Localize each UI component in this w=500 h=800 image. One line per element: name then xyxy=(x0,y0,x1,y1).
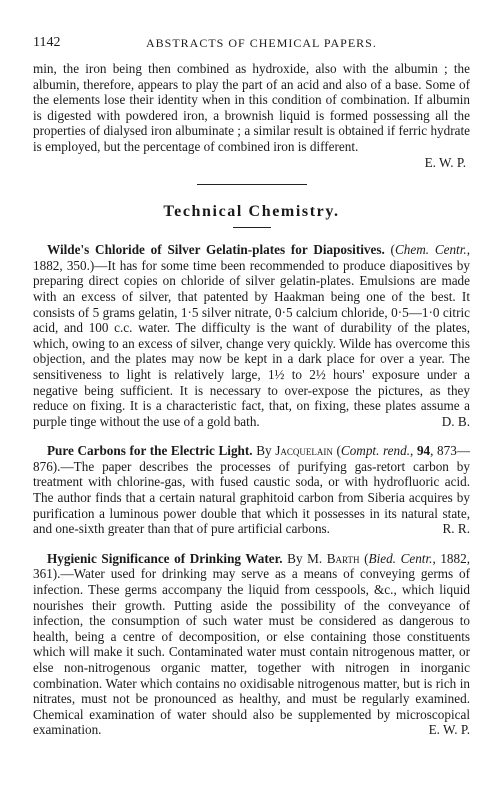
article-drinking-water xyxy=(33,551,470,738)
author-prefix: By xyxy=(256,443,272,459)
abstractor-initials: E. W. P. xyxy=(424,154,466,170)
source-citation: , 873—876).— xyxy=(33,443,471,474)
journal-title: ABSTRACTS OF CHEMICAL PAPERS. xyxy=(146,36,377,50)
source-citation: , 1882, 350.)— xyxy=(33,242,470,273)
source-citation: , 1882, 361).— xyxy=(33,550,470,582)
source-journal: Compt. rend. xyxy=(340,443,410,459)
heading-underline-rule xyxy=(233,227,271,228)
running-head xyxy=(33,35,470,61)
author-name: Barth xyxy=(326,550,360,566)
article-title: Wilde's Chloride of Silver Gelatin-plates for Diapositives. xyxy=(47,242,385,258)
source-journal: Chem. Centr. xyxy=(394,242,467,258)
abstractor-initials: D. B. xyxy=(441,413,470,429)
source-volume: 94 xyxy=(416,443,431,459)
article-wilde-plates xyxy=(33,242,470,429)
article-body: It has for some time been recommended to produce diapositives by preparing direct copies on chloride of silver gelatin-plates. Emulsions are made with an excess of silver, that patented by Haakman being one of the best. It consists of 5 grams gelatin, 1·5 silver nitrate, 0·5 calcium chloride, 0·5—1·0 citric acid, and 100 c.c. water. The difficulty is the want of durability of the plates, which, owing to an excess of silver, change very quickly. Wilde has overcome this objection, and the plates may now be kept in a dark place for over a year. The sensitiveness to light is relatively large, 1½ to 2½ hours' exposure under a negative being sufficient. It is necessary to over-expose the pictures, as they reduce on fixing. It is a characteristic fact, that, on fixing, these plates assume a purple tinge without the use of a gold bath. xyxy=(33,257,470,429)
article-text: Wilde's Chloride of Silver Gelatin-plates for Diapositives. (Chem. Centr., 1882, 350.)—It has for some time been recommended to produce diapositives by preparing direct copies on chloride of silver gelatin-plates. Emulsions are made with an excess of silver, that patented by Haakman being one of the best. It consists of 5 grams gelatin, 1·5 silver nitrate, 0·5 calcium chloride, 0·5—1·0 citric acid, and 100 c.c. water. The difficulty is the want of durability of the plates, which, owing to an excess of silver, change very quickly. Wilde has overcome this objection, and the plates may now be kept in a dark place for over a year. The sensitiveness to light is relatively large, 1½ to 2½ hours' exposure under a negative being sufficient. It is necessary to over-expose the pictures, as they reduce on fixing. It is a characteristic fact, that, on fixing, these plates assume a purple tinge without the use of a gold bath. D. B. xyxy=(33,242,470,429)
article-title: Pure Carbons for the Electric Light. xyxy=(47,443,253,459)
source-journal: Bied. Centr. xyxy=(368,550,433,566)
section-heading: Technical Chemistry. xyxy=(163,203,340,221)
section-divider-rule xyxy=(197,184,307,185)
author-name: Jacquelain xyxy=(275,443,333,459)
page-number: 1142 xyxy=(33,35,61,50)
article-pure-carbons xyxy=(33,443,470,537)
author-prefix: By M. xyxy=(287,550,323,566)
article-body: Water used for drinking may serve as a means of conveying germs of infection. These germs accompany the liquid from cesspools, &c., which liquid nourishes their growth. Putting aside the possibility of the conveyance of infection, the consumption of such water must be considered as dangerous to health, being a centre of decomposition, or else containing those constituents which will make it such. Contaminated water must contain nitrogenous matter, or else non-nitrogenous organic matter, together with nitrogen in inorganic combination. Water which contains no oxidisable nitrogenous matter, but is rich in nitrates, must not be pronounced as healthy, and must be regularly examined. Chemical examination of water should also be supplemented by microscopical examination. xyxy=(33,566,470,738)
article-title: Hygienic Significance of Drinking Water. xyxy=(47,550,283,566)
abstractor-initials: R. R. xyxy=(442,521,470,537)
article-text: Hygienic Significance of Drinking Water. By M. Barth (Bied. Centr., 1882, 361).—Water used for drinking may serve as a means of conveying germs of infection. These germs accompany the liquid from cesspools, &c., which liquid nourishes their growth. Putting aside the possibility of the conveyance of infection, the consumption of such water must be considered as dangerous to health, being a centre of decomposition, or else containing those constituents which will make it such. Contaminated water must contain nitrogenous matter, or else non-nitrogenous organic matter, together with nitrogen in inorganic combination. Water which contains no oxidisable nitrogenous matter, but is rich in nitrates, must not be pronounced as healthy, and must be regularly examined. Chemical examination of water should also be supplemented by microscopical examination. E. W. P. xyxy=(33,550,470,738)
continued-abstract-text: min, the iron being then combined as hydroxide, also with the albumin ; the albumin, therefore, appears to play the part of an acid and also of a base. Some of the elements lose their identity when in this condition of combination. If albumin is digested with powdered iron, a brownish liquid is formed possessing all the properties of dialysed iron albuminate ; a similar result is obtained if ferric hydrate is employed, but the percentage of combined iron is different. xyxy=(33,61,470,154)
article-text: Pure Carbons for the Electric Light. By Jacquelain (Compt. rend., 94, 873—876).—The paper describes the processes of purifying gas-retort carbon by treatment with chlorine-gas, with fused caustic soda, or with hydrofluoric acid. The author finds that a certain natural graphitoid carbon from Siberia acquires by purification a luminous power double that which it possesses in its natural state, and one-sixth greater than that of pure artificial carbons. R. R. xyxy=(33,443,471,537)
abstractor-initials: E. W. P. xyxy=(428,722,470,738)
journal-page xyxy=(33,0,470,752)
article-body: The paper describes the processes of purifying gas-retort carbon by treatment with chlorine-gas, with fused caustic soda, or with hydrofluoric acid. The author finds that a certain natural graphitoid carbon from Siberia acquires by purification a luminous power double that which it possesses in its natural state, and one-sixth greater than that of pure artificial carbons. xyxy=(33,458,470,537)
continued-abstract xyxy=(33,61,470,170)
